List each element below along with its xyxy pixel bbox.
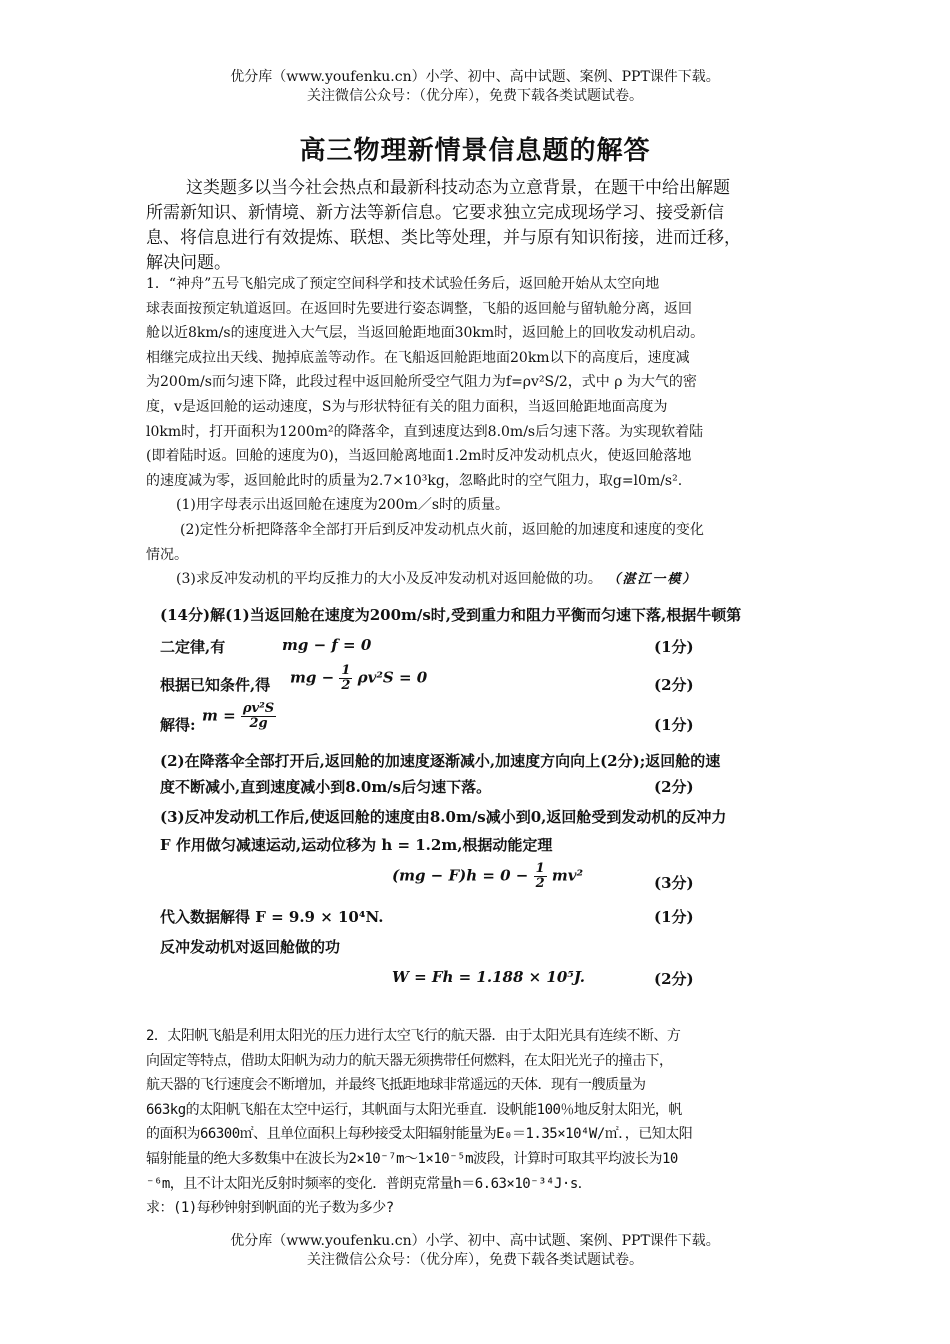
- solution-line: F 作用做匀减速运动,运动位移为 h = 1.2m,根据动能定理: [160, 836, 553, 854]
- equation: W = Fh = 1.188 × 10⁵J.: [392, 968, 586, 986]
- footer-line-2: 关注微信公众号：（优分库），免费下载各类试题试卷。: [307, 1252, 643, 1268]
- points-label: (1分): [654, 638, 694, 656]
- question-2-line: ⁻⁶m，且不计太阳光反射时频率的变化．普朗克常量h＝6.63×10⁻³⁴J·s．: [146, 1175, 592, 1192]
- intro-paragraph: [146, 176, 816, 276]
- points-label: (3分): [654, 874, 694, 892]
- question-1-sub-1: (1)用字母表示出返回舱在速度为200m／s时的质量。: [176, 497, 510, 514]
- question-source: （湛江一模）: [613, 572, 698, 588]
- question-1-sub-3: (3)求反冲发动机的平均反推力的大小及反冲发动机对返回舱做的功。: [176, 571, 602, 588]
- question-2-line: 航天器的飞行速度会不断增加，并最终飞抵距地球非常遥远的天体．现有一艘质量为: [146, 1077, 646, 1094]
- question-2-line: 向固定等特点，借助太阳帆为动力的航天器无须携带任何燃料，在太阳光光子的撞击下，: [146, 1052, 673, 1069]
- question-1-line: (即着陆时返。回舱的速度为0)，当返回舱离地面1.2m时反冲发动机点火，使返回舱落地: [146, 448, 692, 465]
- equation: mg − $\frac{1}{2}$ ρv²S = 0: [290, 663, 428, 693]
- equation: mg − f = 0: [282, 636, 372, 654]
- solution-line: (14分)解(1)当返回舱在速度为200m/s时,受到重力和阻力平衡而匀速下落,根据牛顿第: [160, 606, 742, 624]
- question-2-line: 求：(1)每秒钟射到帆面的光子数为多少?: [146, 1200, 394, 1217]
- solution-line: 根据已知条件,得: [160, 676, 271, 694]
- solution-line: (3)反冲发动机工作后,使返回舱的速度由8.0m/s减小到0,返回舱受到发动机的反冲力: [160, 808, 727, 826]
- question-1-line: 的速度减为零，返回舱此时的质量为2.7×10³kg，忽略此时的空气阻力，取g=l0m/s².: [146, 472, 683, 489]
- question-1-sub-2-cont: 情况。: [146, 546, 188, 563]
- solution-line: 二定律,有: [160, 638, 226, 656]
- page-header: [0, 68, 950, 106]
- intro-line: 息、将信息进行有效提炼、联想、类比等处理，并与原有知识衔接，进而迁移，: [146, 228, 741, 248]
- solution-line: 反冲发动机对返回舱做的功: [160, 938, 341, 956]
- fraction-numerator: ρv²S: [242, 701, 275, 716]
- points-label: (1分): [654, 716, 694, 734]
- question-1-line: 舱以近8km/s的速度进入大气层，当返回舱距地面30km时，返回舱上的回收发动机启动。: [146, 325, 705, 342]
- question-2-line: 2．太阳帆飞船是利用太阳光的压力进行太空飞行的航天器．由于太阳光具有连续不断、方: [146, 1028, 681, 1044]
- question-1-line: 相继完成拉出天线、抛掉底盖等动作。在飞船返回舱距地面20km以下的高度后，速度减: [146, 349, 690, 366]
- intro-line: 解决问题。: [146, 253, 231, 273]
- question-2-line: 663kg的太阳帆飞船在太空中运行，其帆面与太阳光垂直．设帆能100％地反射太阳光，帆: [146, 1101, 682, 1118]
- footer-line-1: 优分库（www.youfenku.cn）小学、初中、高中试题、案例、PPT课件下载。: [230, 1233, 720, 1249]
- question-1-line: 球表面按预定轨道返回。在返回时先要进行姿态调整，飞船的返回舱与留轨舱分离，返回: [146, 300, 692, 317]
- intro-line: 所需新知识、新情境、新方法等新信息。它要求独立完成现场学习、接受新信: [146, 203, 724, 223]
- points-label: (2分): [654, 970, 694, 988]
- intro-line: 这类题多以当今社会热点和最新科技动态为立意背景，在题干中给出解题: [186, 178, 730, 198]
- question-1-line: 为200m/s而匀速下降，此段过程中返回舱所受空气阻力为f=ρv²S/2，式中 ρ 为大气的密: [146, 374, 697, 391]
- points-label: (1分): [654, 908, 694, 926]
- page-title: 高三物理新情景信息题的解答: [299, 136, 651, 166]
- question-1-line: 度，v是返回舱的运动速度，S为与形状特征有关的阻力面积，当返回舱距地面高度为: [146, 398, 668, 415]
- fraction-numerator: 1: [341, 663, 351, 678]
- solution-line: 解得:: [160, 716, 196, 734]
- question-2-line: 的面积为66300㎡、且单位面积上每秒接受太阳辐射能量为E₀＝1.35×10⁴W/㎡．，已知太阳: [146, 1126, 693, 1143]
- page-footer: [0, 1232, 950, 1270]
- solution-line: 度不断减小,直到速度减小到8.0m/s后匀速下落。: [160, 778, 492, 796]
- header-line-2: 关注微信公众号：（优分库），免费下载各类试题试卷。: [307, 88, 643, 104]
- header-line-1: 优分库（www.youfenku.cn）小学、初中、高中试题、案例、PPT课件下载。: [230, 69, 720, 85]
- solution-line: (2)在降落伞全部打开后,返回舱的加速度逐渐减小,加速度方向向上(2分);返回舱的速: [160, 752, 721, 770]
- question-2-line: 辐射能量的绝大多数集中在波长为2×10⁻⁷m～1×10⁻⁵m波段，计算时可取其平均波长为10: [146, 1150, 678, 1167]
- question-1-sub-2: (2)定性分析把降落伞全部打开后到反冲发动机点火前，返回舱的加速度和速度的变化: [180, 521, 704, 538]
- question-2: [146, 1024, 818, 1221]
- fraction-numerator: 1: [535, 861, 545, 876]
- question-1: [146, 272, 816, 593]
- fraction-denominator: 2g: [249, 716, 268, 731]
- fraction-denominator: 2: [535, 876, 545, 891]
- equation: (mg − F)h = 0 − $\frac{1}{2}$ mv²: [392, 861, 584, 891]
- equation: m = $\frac{\text{ρv²S}}{2g}$: [202, 701, 275, 731]
- fraction-denominator: 2: [341, 678, 351, 693]
- points-label: (2分): [654, 676, 694, 694]
- question-1-line: 1．“神舟”五号飞船完成了预定空间科学和技术试验任务后，返回舱开始从太空向地: [146, 276, 660, 292]
- points-label: (2分): [654, 778, 694, 796]
- solution-line: 代入数据解得 F = 9.9 × 10⁴N.: [160, 908, 384, 926]
- question-1-line: l0km时，打开面积为1200m²的降落伞，直到速度达到8.0m/s后匀速下落。为实现软着陆: [146, 423, 704, 440]
